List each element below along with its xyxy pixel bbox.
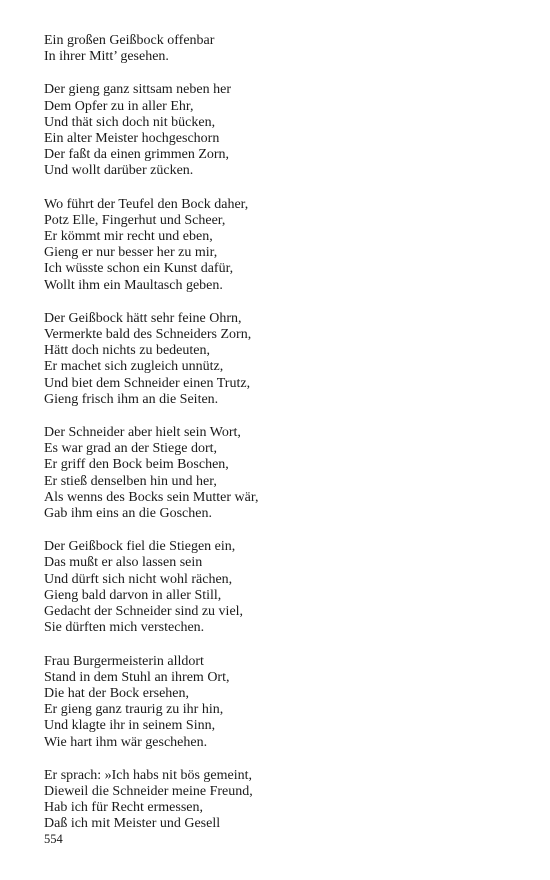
verse-line: Es war grad an der Stiege dort, (44, 441, 217, 457)
verse-line: Als wenns des Bocks sein Mutter wär, (44, 489, 259, 505)
stanza (44, 768, 514, 833)
verse-line: Frau Burgermeisterin alldort (44, 653, 204, 669)
verse-line: Der faßt da einen grimmen Zorn, (44, 147, 230, 163)
verse-line: Hab ich für Recht ermessen, (44, 800, 203, 816)
stanza (44, 82, 514, 179)
verse-line: Er griff den Bock beim Boschen, (44, 457, 229, 473)
verse-line: In ihrer Mitt’ gesehen. (44, 49, 169, 65)
stanza (44, 539, 514, 636)
verse-line: Gieng er nur besser her zu mir, (44, 245, 218, 261)
verse-line: Dem Opfer zu in aller Ehr, (44, 98, 194, 114)
verse-line: Wie hart ihm wär geschehen. (44, 734, 208, 750)
verse-line: Gab ihm eins an die Goschen. (44, 506, 212, 522)
verse-line: Ein alter Meister hochgeschorn (44, 131, 220, 147)
stanza (44, 311, 514, 408)
verse-line: Er sprach: »Ich habs nit bös gemeint, (44, 767, 253, 783)
verse-line: Gieng frisch ihm an die Seiten. (44, 391, 219, 407)
verse-line: Daß ich mit Meister und Gesell (44, 816, 221, 832)
stanza (44, 197, 514, 294)
poem-text (44, 33, 514, 850)
verse-line: Der Geißbock fiel die Stiegen ein, (44, 539, 236, 555)
verse-line: Und thät sich doch nit bücken, (44, 114, 216, 130)
verse-line: Er gieng ganz traurig zu ihr hin, (44, 702, 224, 718)
verse-line: Wollt ihm ein Maultasch geben. (44, 277, 223, 293)
verse-line: Die hat der Bock ersehen, (44, 685, 189, 701)
verse-line: Vermerkte bald des Schneiders Zorn, (44, 327, 252, 343)
verse-line: Der Schneider aber hielt sein Wort, (44, 425, 241, 441)
stanza (44, 33, 514, 65)
verse-line: Ein großen Geißbock offenbar (44, 33, 215, 48)
verse-line: Er machet sich zugleich unnütz, (44, 359, 224, 375)
verse-line: Dieweil die Schneider meine Freund, (44, 783, 253, 799)
verse-line: Gedacht der Schneider sind zu viel, (44, 604, 244, 620)
verse-line: Hätt doch nichts zu bedeuten, (44, 343, 211, 359)
verse-line: Gieng bald darvon in aller Still, (44, 587, 222, 603)
verse-line: Ich wüsste schon ein Kunst dafür, (44, 261, 234, 277)
verse-line: Und klagte ihr in seinem Sinn, (44, 718, 216, 734)
verse-line: Er kömmt mir recht und eben, (44, 229, 213, 245)
stanza (44, 654, 514, 751)
verse-line: Stand in dem Stuhl an ihrem Ort, (44, 669, 230, 685)
verse-line: Und dürft sich nicht wohl rächen, (44, 571, 233, 587)
verse-line: Das mußt er also lassen sein (44, 555, 203, 571)
verse-line: Wo führt der Teufel den Bock daher, (44, 196, 249, 212)
verse-line: Sie dürften mich verstechen. (44, 620, 205, 636)
stanza (44, 425, 514, 522)
verse-line: Und biet dem Schneider einen Trutz, (44, 375, 251, 391)
page-number: 554 (44, 832, 63, 846)
verse-line: Der gieng ganz sittsam neben her (44, 82, 231, 98)
verse-line: Der Geißbock hätt sehr feine Ohrn, (44, 310, 242, 326)
verse-line: Und wollt darüber zücken. (44, 163, 194, 179)
verse-line: Potz Elle, Fingerhut und Scheer, (44, 212, 226, 228)
verse-line: Er stieß denselben hin und her, (44, 473, 217, 489)
